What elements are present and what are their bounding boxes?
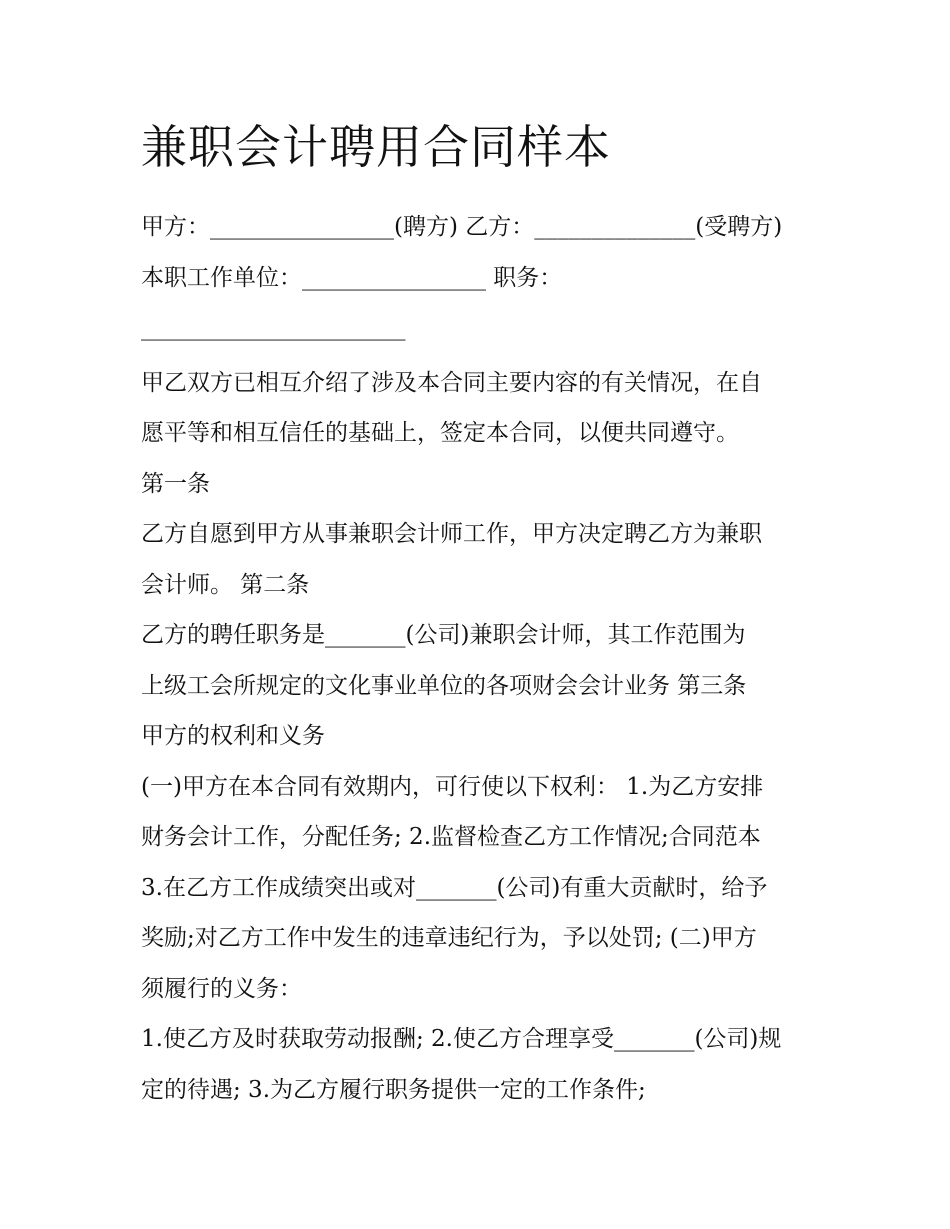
preamble-line-1: 甲乙双方已相互介绍了涉及本合同主要内容的有关情况，在自 — [141, 369, 762, 396]
article-2-line-1: 乙方的聘任职务是_______(公司)兼职会计师，其工作范围为 — [141, 622, 746, 648]
article-3-heading: 甲方的权利和义务 — [141, 723, 325, 749]
article-1-line-1: 乙方自愿到甲方从事兼职会计师工作，甲方决定聘乙方为兼职 — [141, 521, 762, 547]
article-3-line-2: 财务会计工作，分配任务; 2.监督检查乙方工作情况;合同范本 — [141, 824, 761, 850]
party-line: 甲方：________________(聘方) 乙方：______________(受聘方) — [141, 214, 783, 240]
document-title: 兼职会计聘用合同样本 — [141, 120, 611, 174]
preamble-line-2: 愿平等和相互信任的基础上，签定本合同，以便共同遵守。 — [141, 420, 739, 446]
article-3-line-4: 奖励;对乙方工作中发生的违章违纪行为，予以处罚; (二)甲方 — [141, 925, 757, 951]
article-3-line-5: 须履行的义务： — [141, 975, 302, 1002]
article-2-line-2: 上级工会所规定的文化事业单位的各项财会会计业务 第三条 — [141, 672, 747, 699]
article-3-line-7: 定的待遇; 3.为乙方履行职务提供一定的工作条件; — [141, 1076, 646, 1103]
article-3-line-3: 3.在乙方工作成绩突出或对_______(公司)有重大贡献时，给予 — [141, 874, 768, 901]
position-blank-line: _______________________ — [141, 315, 406, 341]
article-1-heading: 第一条 — [141, 470, 210, 497]
article-3-line-6: 1.使乙方及时获取劳动报酬; 2.使乙方合理享受_______(公司)规 — [141, 1026, 782, 1052]
article-3-line-1: (一)甲方在本合同有效期内，可行使以下权利： 1.为乙方安排 — [141, 773, 764, 800]
document-page — [141, 112, 813, 1115]
article-1-line-2: 会计师。 第二条 — [141, 571, 310, 598]
work-unit-line: 本职工作单位：________________ 职务： — [141, 264, 563, 291]
